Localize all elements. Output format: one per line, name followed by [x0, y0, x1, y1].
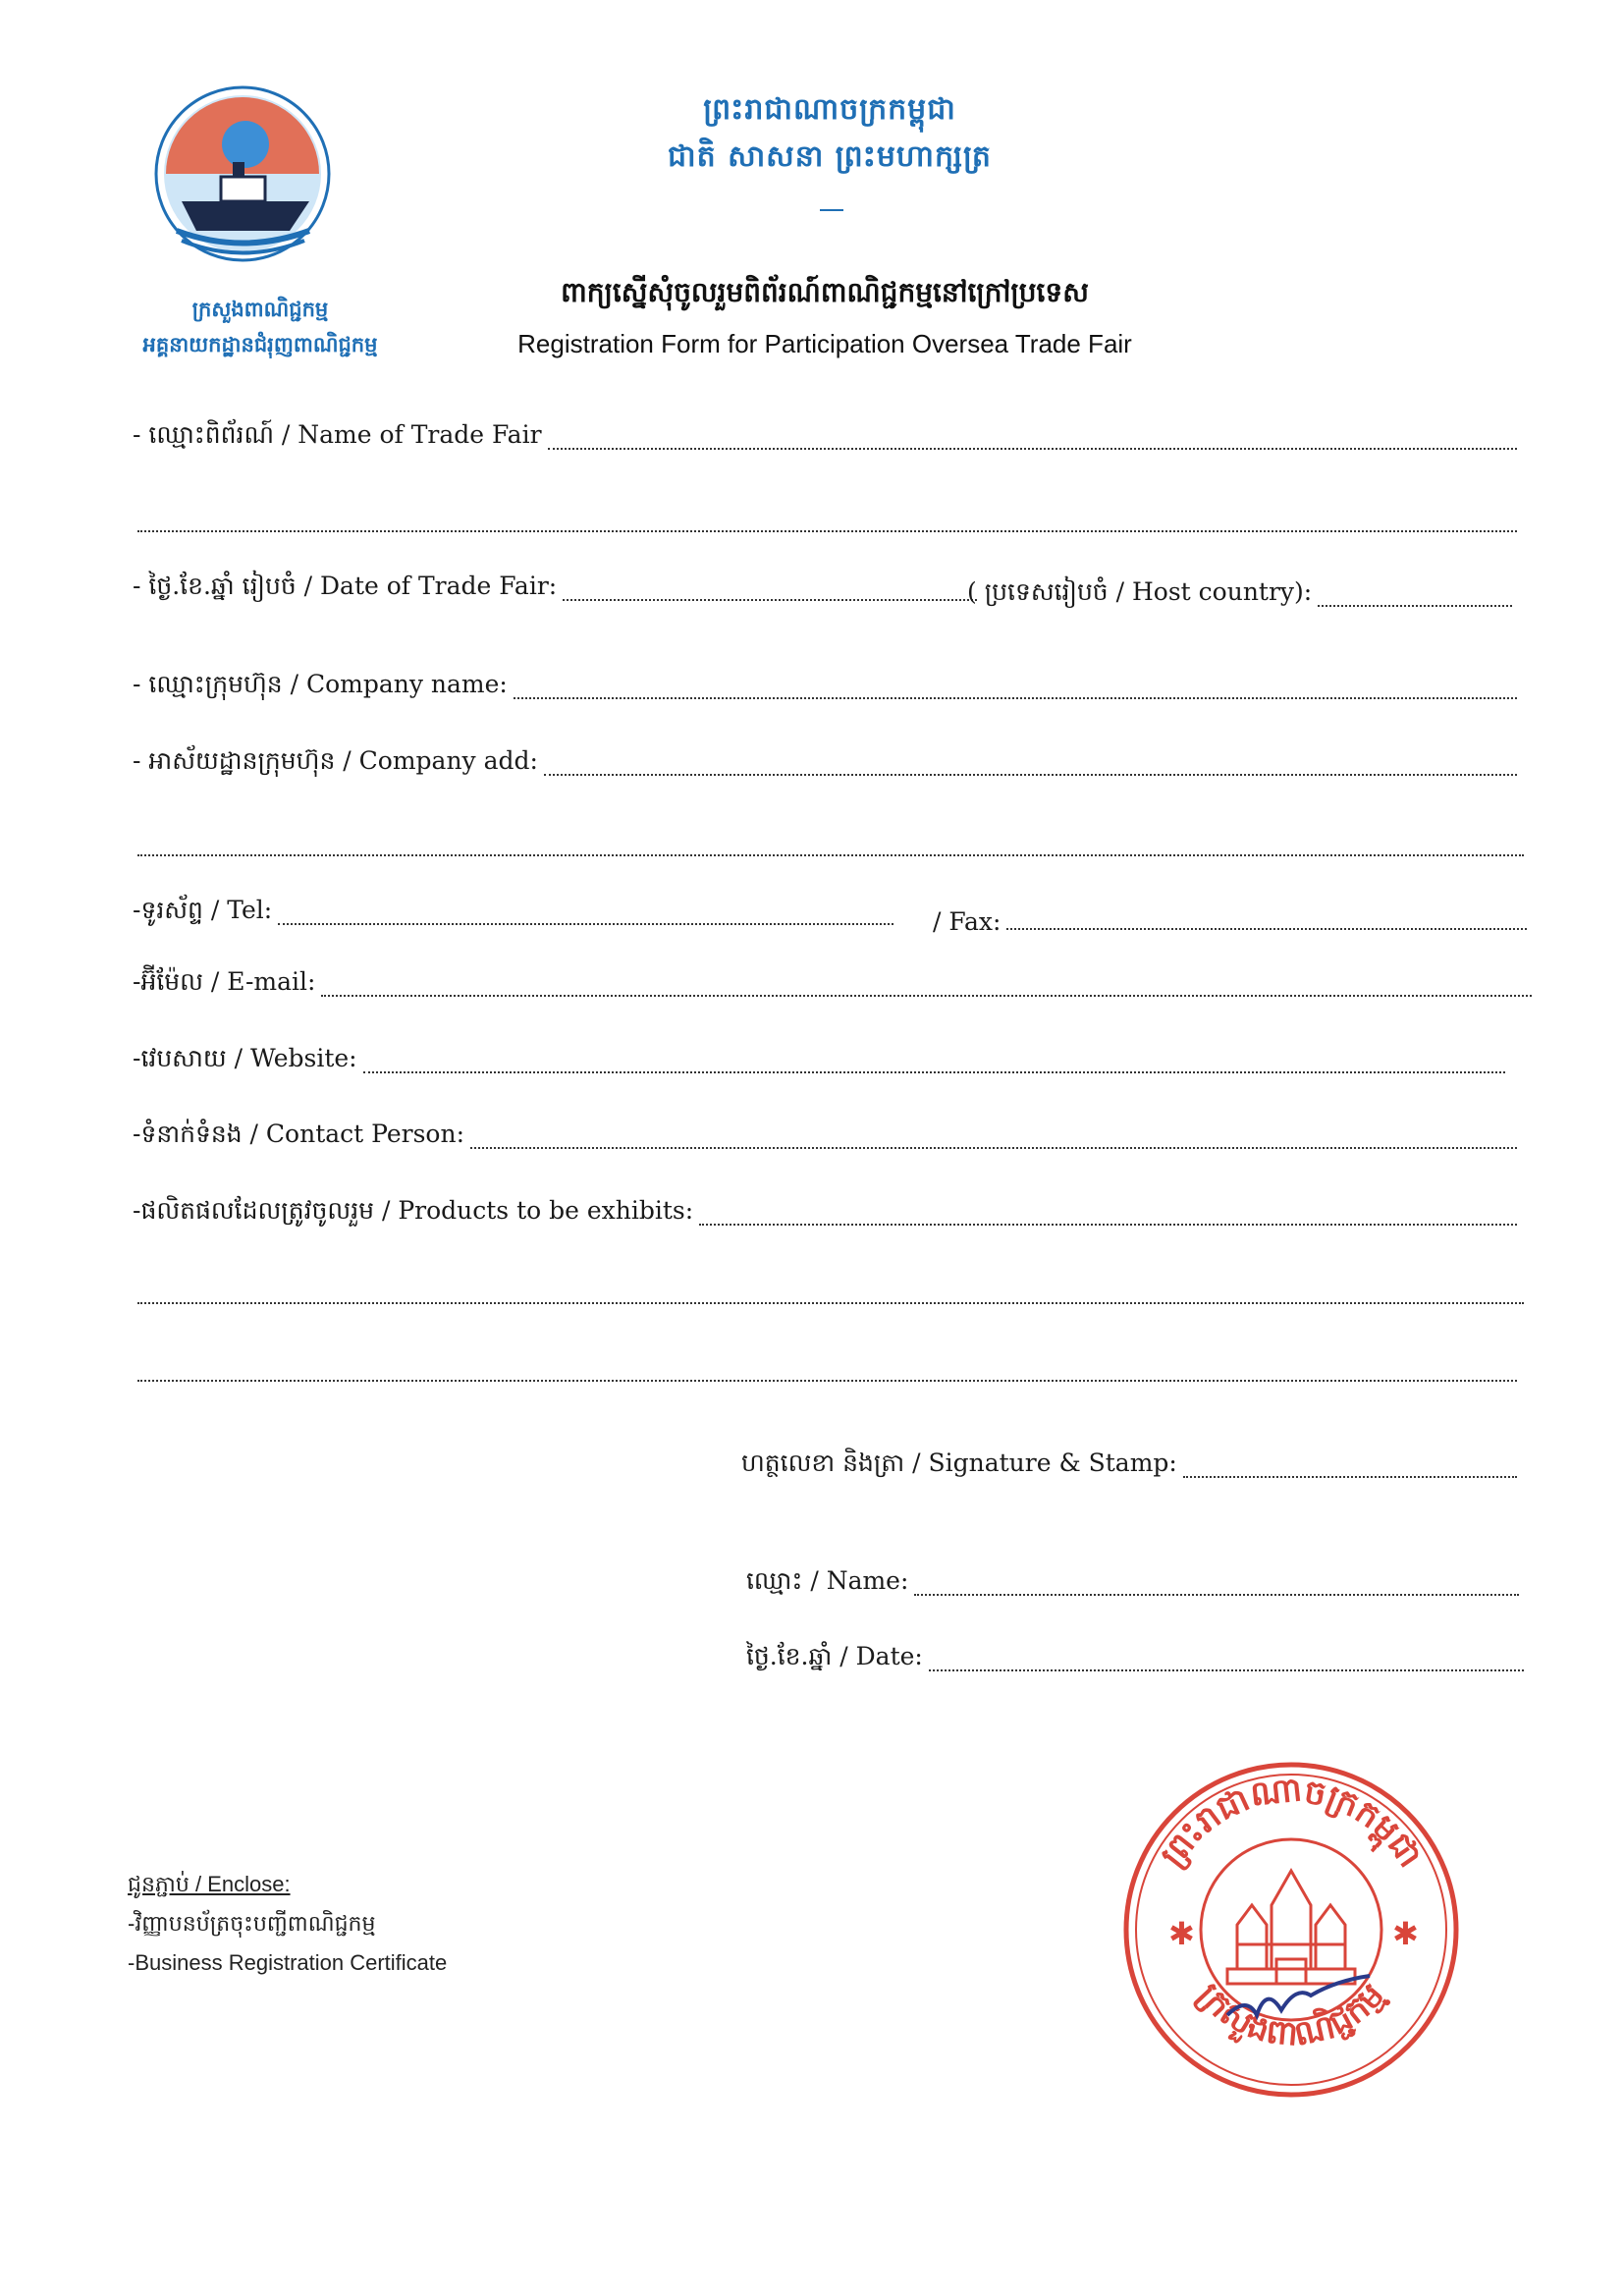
- trade-fair-name-field[interactable]: [548, 426, 1517, 450]
- signature-date-row: [746, 1642, 1524, 1681]
- form-title-khmer: ពាក្យស្នើសុំចូលរួមពិព័រណ៍ពាណិជ្ជកម្មនៅក្រៅប្រទេស: [561, 276, 1089, 308]
- company-name-row: [133, 670, 1517, 709]
- tel-label: -ទូរស័ព្ទ / Tel:: [133, 896, 273, 924]
- trade-fair-name-row: [133, 420, 1517, 460]
- company-name-label: - ឈ្មោះក្រុមហ៊ុន / Company name:: [133, 670, 508, 698]
- form-title-english: Registration Form for Participation Oversea Trade Fair: [517, 329, 1132, 358]
- website-field[interactable]: [363, 1050, 1505, 1073]
- seal-top-text: ព្រះរាជាណាចក្រកម្ពុជា: [1152, 1770, 1431, 1875]
- enclose-heading: ជូនភ្ជាប់ / Enclose:: [128, 1872, 291, 1896]
- fax-label: / Fax:: [933, 907, 1001, 936]
- trade-fair-date-row: [133, 572, 977, 611]
- products-label: -ផលិតផលដែលត្រូវចូលរួម / Products to be exhibits:: [133, 1196, 694, 1225]
- company-address-label: - អាស័យដ្ឋានក្រុមហ៊ុន / Company add:: [133, 746, 538, 775]
- header-divider: [820, 209, 843, 211]
- kingdom-line-2: ជាតិ សាសនា ព្រះមហាក្សត្រ: [668, 139, 992, 174]
- website-label: -វេបសាយ / Website:: [133, 1044, 357, 1072]
- official-seal-stamp: [1119, 1758, 1463, 2102]
- kingdom-line-1: ព្រះរាជាណាចក្រកម្ពុជា: [703, 92, 956, 127]
- trade-fair-name-field-line-2[interactable]: [137, 530, 1517, 532]
- signatory-name-field[interactable]: [914, 1572, 1519, 1596]
- signatory-name-row: [746, 1566, 1519, 1606]
- contact-person-row: [133, 1120, 1517, 1159]
- tel-field[interactable]: [278, 902, 893, 925]
- trade-fair-date-label: - ថ្ងៃ.ខែ.ឆ្នាំ រៀបចំ / Date of Trade Fair:: [133, 572, 558, 600]
- enclose-item-khmer: -វិញ្ញាបនប័ត្រចុះបញ្ជីពាណិជ្ជកម្ម: [128, 1911, 376, 1936]
- seal-star-right-icon: ✱: [1392, 1915, 1419, 1952]
- trade-fair-name-label: - ឈ្មោះពិព័រណ៍ / Name of Trade Fair: [133, 420, 542, 449]
- signature-row: [741, 1449, 1517, 1488]
- tel-row: [133, 896, 893, 935]
- fax-field[interactable]: [1006, 906, 1527, 930]
- contact-person-label: -ទំនាក់ទំនង / Contact Person:: [133, 1120, 464, 1148]
- seal-bottom-text: ក្រសួងពាណិជ្ជកម្ម: [1189, 1975, 1393, 2054]
- department-name: អគ្គនាយកដ្ឋានជំរុញពាណិជ្ជកម្ម: [142, 333, 378, 356]
- seal-star-left-icon: ✱: [1168, 1915, 1195, 1952]
- company-name-field[interactable]: [514, 676, 1517, 699]
- company-address-row: [133, 746, 1517, 786]
- host-country-field[interactable]: [1318, 583, 1512, 607]
- signature-date-label: ថ្ងៃ.ខែ.ឆ្នាំ / Date:: [746, 1642, 923, 1670]
- email-label: -អ៊ីម៉ែល / E-mail:: [133, 967, 316, 996]
- company-address-field[interactable]: [544, 752, 1517, 776]
- signature-date-field[interactable]: [929, 1648, 1524, 1671]
- email-field[interactable]: [321, 973, 1532, 997]
- products-field-line-2[interactable]: [137, 1302, 1524, 1304]
- email-row: [133, 967, 1532, 1007]
- fax-row: [933, 901, 1527, 940]
- trade-fair-date-field[interactable]: [563, 577, 977, 601]
- ministry-logo: [152, 83, 334, 265]
- enclose-item-english: -Business Registration Certificate: [128, 1950, 448, 1975]
- products-row: [133, 1196, 1517, 1235]
- signatory-name-label: ឈ្មោះ / Name:: [746, 1566, 909, 1595]
- host-country-row: [967, 577, 1512, 617]
- company-address-field-line-2[interactable]: [137, 854, 1524, 856]
- ministry-name: ក្រសួងពាណិជ្ជកម្ម: [191, 298, 329, 321]
- products-field[interactable]: [699, 1202, 1517, 1226]
- host-country-label: ( ប្រទេសរៀបចំ / Host country):: [967, 577, 1313, 606]
- products-field-line-3[interactable]: [137, 1380, 1517, 1382]
- contact-person-field[interactable]: [470, 1125, 1517, 1149]
- signature-label: ហត្ថលេខា និងត្រា / Signature & Stamp:: [741, 1449, 1177, 1477]
- signature-field[interactable]: [1183, 1454, 1517, 1478]
- website-row: [133, 1044, 1505, 1083]
- angkor-temple-icon: [1227, 1871, 1355, 1984]
